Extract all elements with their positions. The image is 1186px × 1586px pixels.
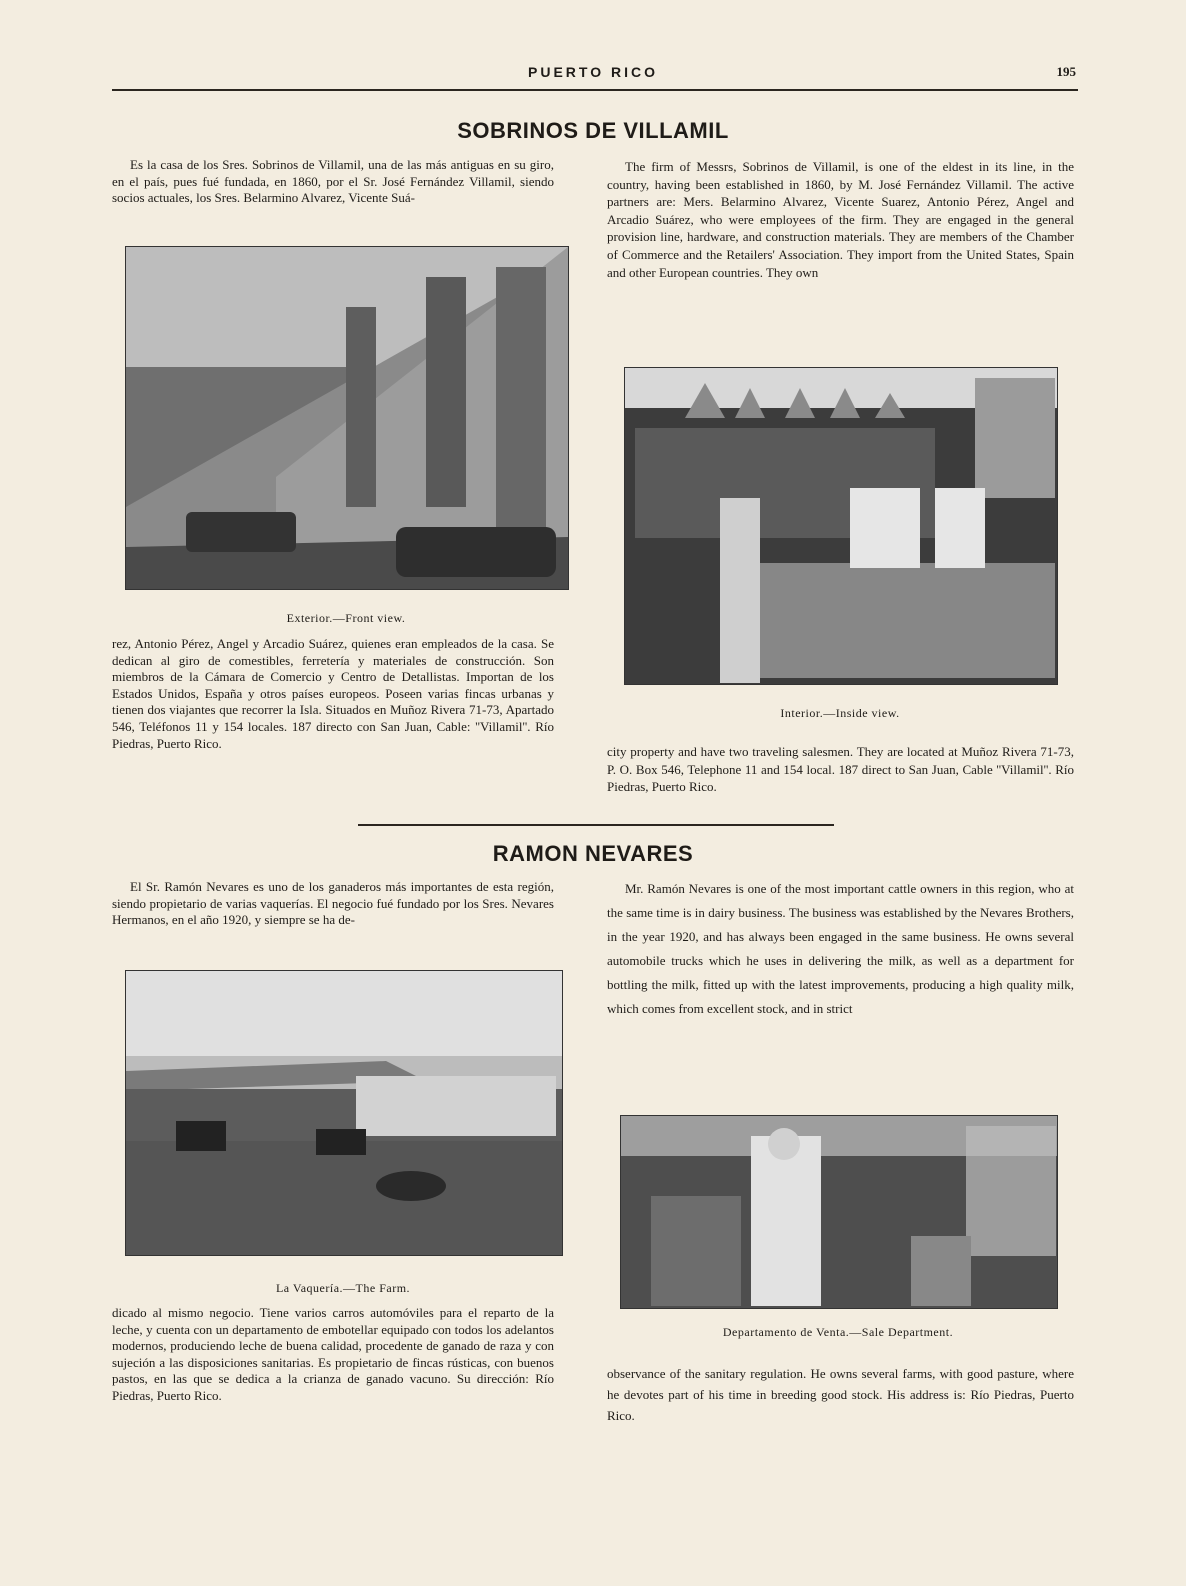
section-title-villamil: SOBRINOS DE VILLAMIL bbox=[457, 118, 729, 143]
page-number: 195 bbox=[1056, 64, 1076, 79]
section-divider bbox=[358, 824, 834, 826]
villamil-spanish-continued: rez, Antonio Pérez, Angel y Arcadio Suárez, quienes eran empleados de la casa. Se dedican al giro de comestibles, ferretería y materiales de construcción. Son miembros de la Cámara de Comercio y Centro de Detallistas. Importan de los Estados Unidos, España y otros países europeos. Poseen varias fincas urbanas y tienen dos viajantes que recorrer la Isla. Situados en Muñoz Rivera 71-73, Apartado 546, Teléfonos 11 y 154 locales. 187 directo con San Juan, Cable: ''Villamil''. Río Piedras, Puerto Rico. bbox=[112, 636, 554, 751]
header-rule bbox=[112, 89, 1078, 91]
caption-sale-department: Departamento de Venta.—Sale Department. bbox=[722, 1325, 954, 1339]
villamil-english-intro: The firm of Messrs, Sobrinos de Villamil, is one of the eldest in its line, in the country, having been established in 1860, by M. José Fernández Villamil. The active partners are: Mers. Belarmino Alvarez, Vicente Suarez, Antonio Pérez, Angel and Arcadio Suárez, who were employees of the firm. They are engaged in the general provision line, hardware, and construction materials. They are members of the Chamber of Commerce and the Retailers' Association. They import from the United States, Spain and other European countries. They own bbox=[607, 159, 1074, 280]
nevares-english-continued: observance of the sanitary regulation. He owns several farms, with good pasture, where he devotes part of his time in breeding good stock. His address is: Río Piedras, Puerto Rico. bbox=[607, 1366, 1074, 1423]
caption-farm: La Vaquería.—The Farm. bbox=[275, 1281, 411, 1295]
nevares-spanish-intro: El Sr. Ramón Nevares es uno de los ganaderos más importantes de esta región, siendo propietario de varias vaquerías. El negocio fué fundado por los Sres. Nevares Hermanos, en el año 1920, y siempre se ha de- bbox=[112, 879, 554, 928]
caption-interior: Interior.—Inside view. bbox=[780, 706, 900, 720]
caption-exterior: Exterior.—Front view. bbox=[286, 611, 406, 625]
photo-interior-inside-view bbox=[624, 367, 1058, 685]
running-header: PUERTO RICO bbox=[528, 64, 658, 80]
photo-farm bbox=[125, 970, 563, 1256]
photo-exterior-front-view bbox=[125, 246, 569, 590]
photo-sale-department bbox=[620, 1115, 1058, 1309]
villamil-english-continued: city property and have two traveling salesmen. They are located at Muñoz Rivera 71-73, P. O. Box 546, Telephone 11 and 154 local. 187 direct to San Juan, Cable ''Villamil''. Río Piedras, Puerto Rico. bbox=[607, 744, 1074, 795]
villamil-spanish-intro: Es la casa de los Sres. Sobrinos de Villamil, una de las más antiguas en su giro, en el país, pues fué fundada, en 1860, por el Sr. José Fernández Villamil, siendo socios actuales, los Sres. Belarmino Alvarez, Vicente Suá- bbox=[112, 157, 554, 206]
nevares-english-intro: Mr. Ramón Nevares is one of the most important cattle owners in this region, who at the same time is in dairy business. The business was established by the Nevares Brothers, in the year 1920, and has always been engaged in the same business. He owns several automobile trucks which he uses in delivering the milk, as well as a department for bottling the milk, fitted up with the latest improvements, producing a high quality milk, which comes from excellent stock, and in strict bbox=[607, 881, 1074, 1016]
section-title-nevares: RAMON NEVARES bbox=[492, 841, 694, 866]
nevares-spanish-continued: dicado al mismo negocio. Tiene varios carros automóviles para el reparto de la leche, y cuenta con un departamento de embotellar equipado con todos los adelantos modernos, produciendo leche de buena calidad, procedente de ganado de raza y con sujeción a las disposiciones sanitarias. Es propietario de fincas rústicas, con buenos pastos, en las que se dedica a la crianza de ganado vacuno. Su dirección: Río Piedras, Puerto Rico. bbox=[112, 1305, 554, 1403]
